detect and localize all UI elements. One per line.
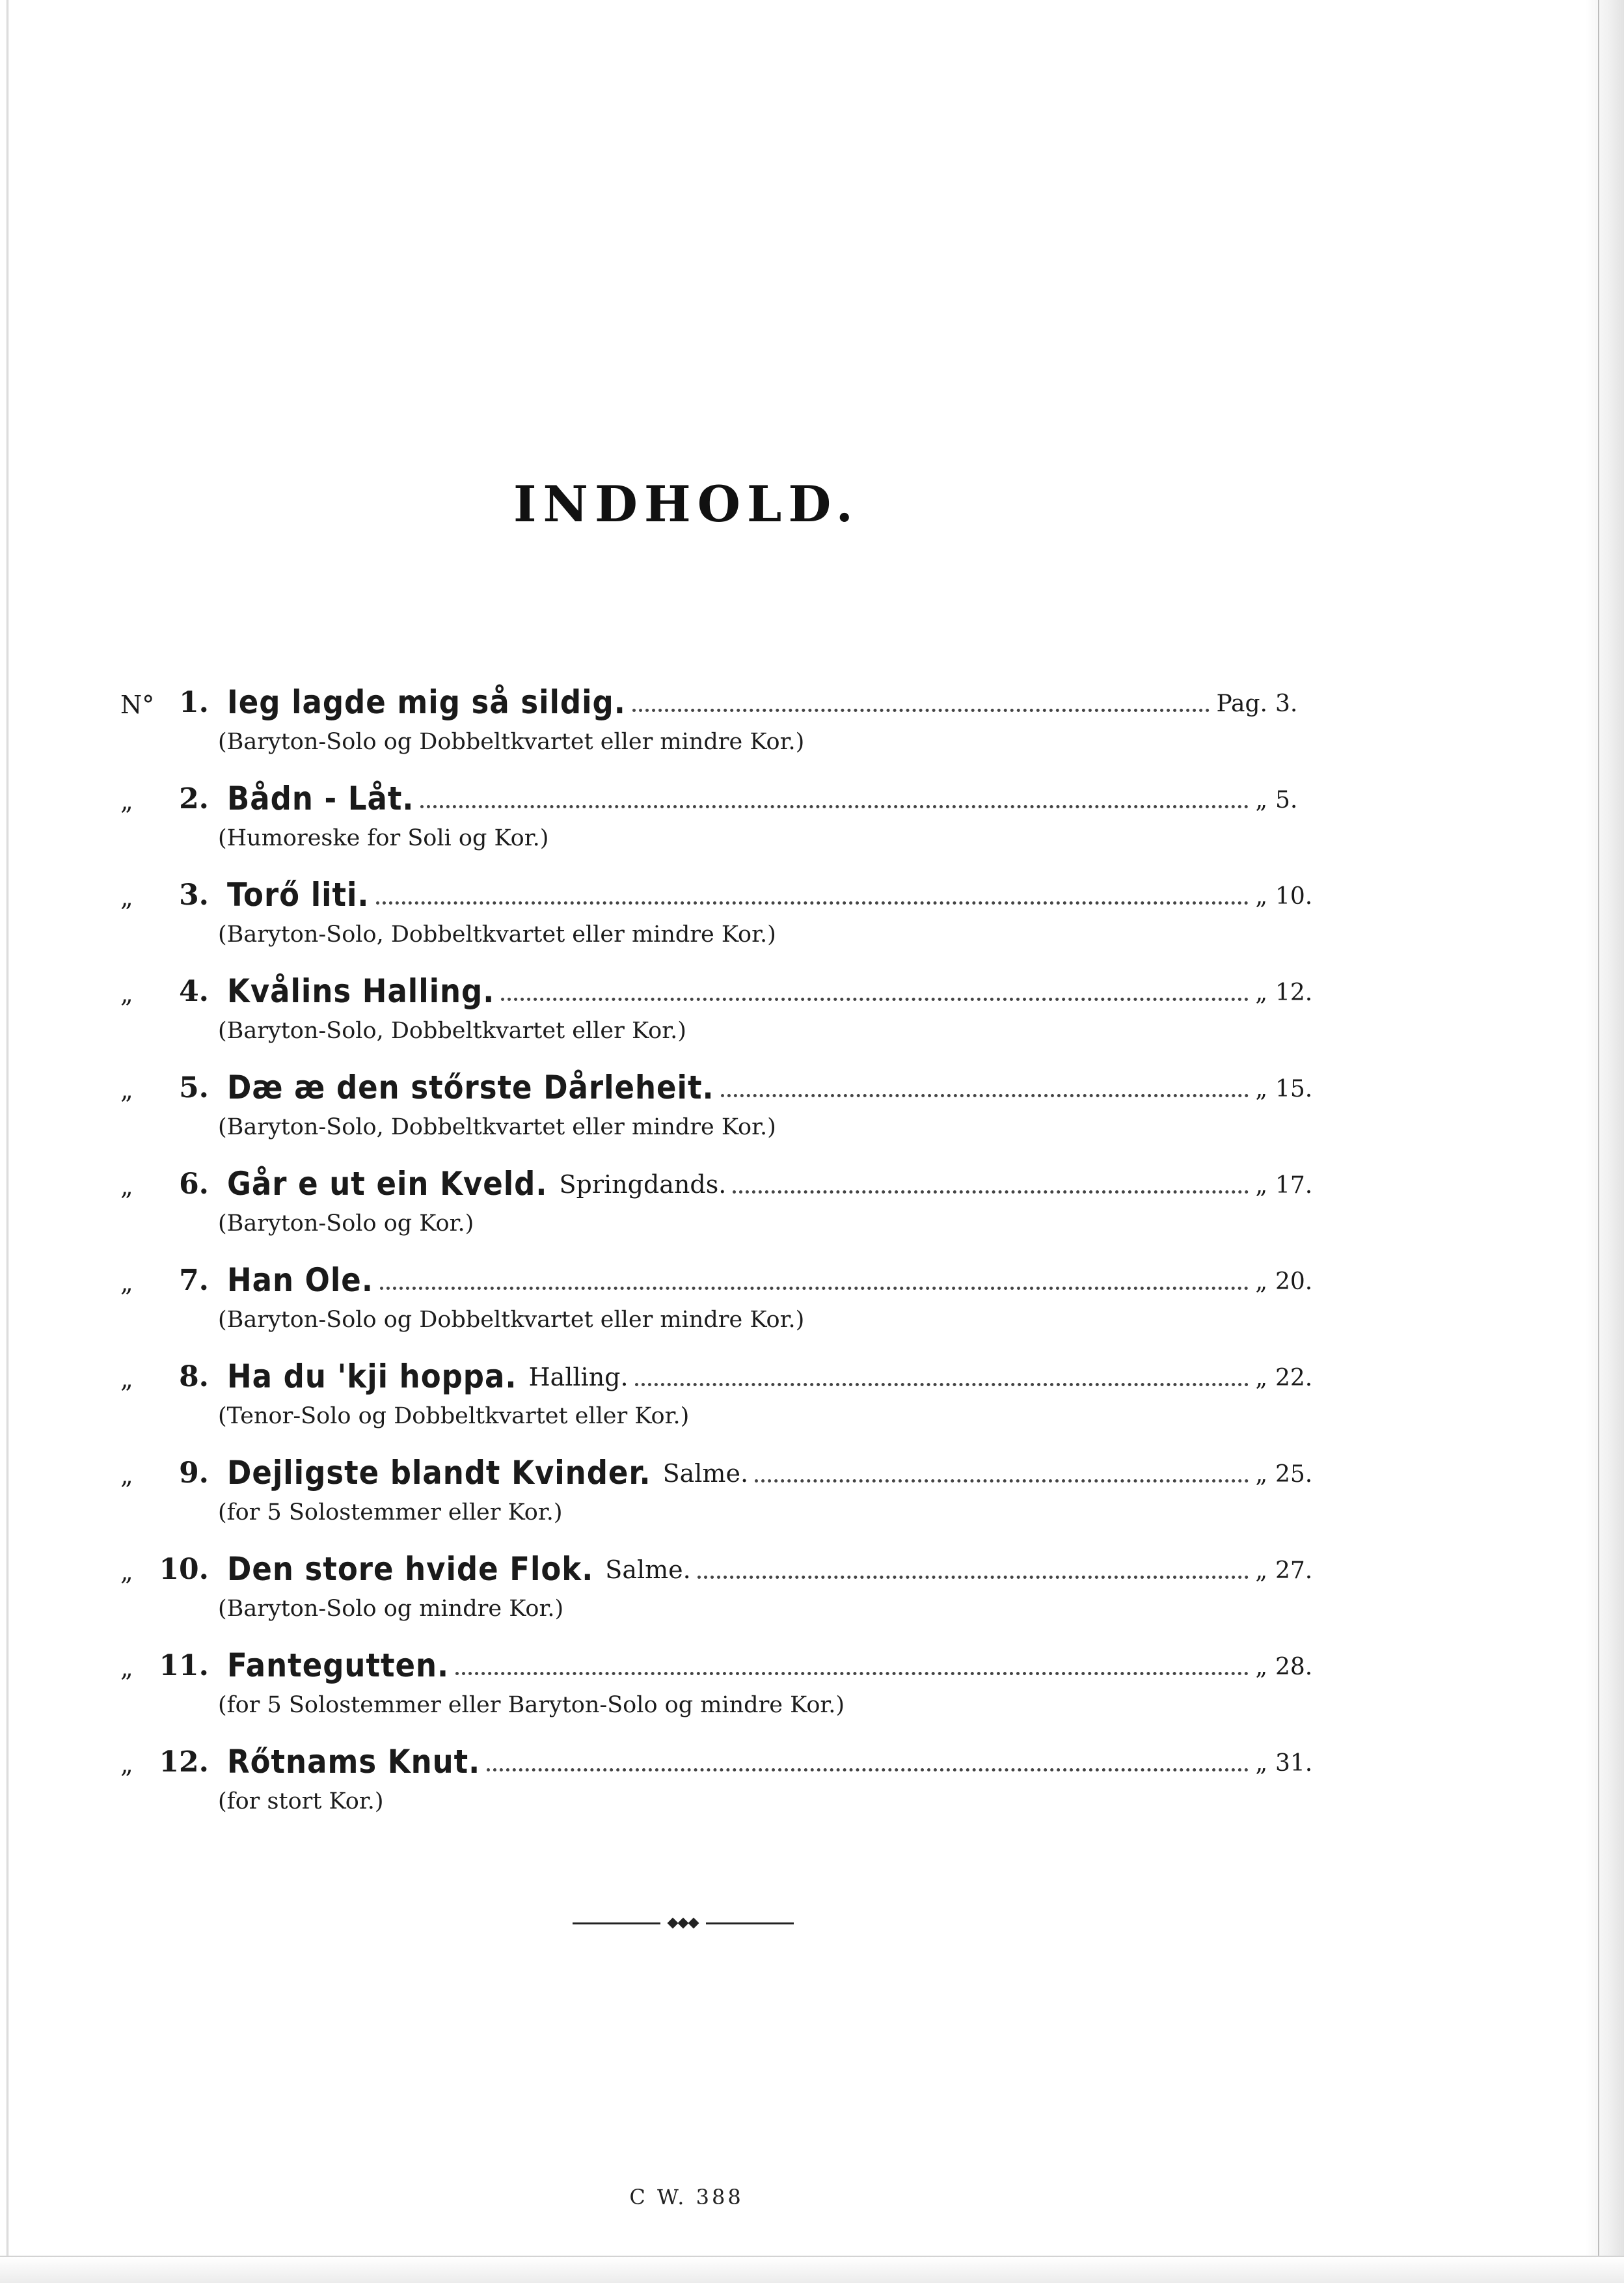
dot-leader [721,1094,1249,1097]
page-ditto-mark: „ [1255,787,1267,813]
entry-title: Ha du 'kji hoppa. [227,1358,517,1395]
entry-page-number: 31. [1275,1750,1313,1777]
entry-title: Bådn - Låt. [227,780,414,817]
entry-title: Fantegutten. [227,1647,450,1684]
entry-title: Ieg lagde mig så sildig. [227,683,626,721]
toc-entry-line [120,1544,1314,1589]
toc-entry [120,1158,1314,1255]
entry-scoring: (Baryton-Solo og Dobbeltkvartet eller mindre Kor.) [218,1307,805,1333]
dot-leader [487,1768,1249,1771]
entry-number-digit: 4. [179,975,209,1008]
dot-leader [755,1479,1249,1483]
page-ditto-mark: „ [1255,1172,1267,1199]
dot-leader [420,805,1249,808]
dot-leader [501,998,1249,1001]
entry-number-prefix: „ [120,979,133,1008]
toc-entry [120,966,1314,1062]
entry-scoring: (Baryton-Solo og Dobbeltkvartet eller mindre Kor.) [218,729,805,755]
dot-leader [632,709,1210,712]
toc-entry [120,869,1314,966]
entry-number [120,782,218,819]
entry-page-number: 28. [1275,1654,1313,1680]
entry-scoring: (for 5 Solostemmer eller Kor.) [218,1499,563,1525]
entry-page-number: 22. [1275,1365,1313,1391]
entry-number [120,1456,218,1493]
page-title: INDHOLD. [513,475,860,533]
toc-entry-line [120,966,1314,1011]
entry-number [120,1555,218,1589]
entry-number-digit: 11. [159,1649,209,1682]
entry-genre: Halling. [528,1363,629,1391]
toc-entry [120,1255,1314,1351]
entry-page-number: 17. [1275,1172,1313,1199]
entry-title: Den store hvide Flok. [227,1550,594,1588]
entry-number-prefix: „ [120,1365,133,1393]
entry-number [120,1360,218,1397]
entry-scoring: (for 5 Solostemmer eller Baryton-Solo og mindre Kor.) [218,1692,845,1718]
page-ditto-mark: „ [1255,1557,1267,1584]
entry-genre: Salme. [662,1459,749,1488]
entry-number [120,1649,218,1686]
catalog-number: C W. 388 [629,2185,744,2209]
entry-page-number: 15. [1275,1076,1313,1102]
entry-number [120,881,218,915]
page-edge-bottom [0,2256,1624,2283]
entry-number-prefix: „ [120,1557,133,1586]
dot-leader [733,1190,1249,1194]
entry-number-digit: 5. [179,1071,209,1104]
entry-title: Torő liti. [227,876,370,914]
dot-leader [697,1576,1249,1579]
dot-leader [455,1672,1249,1675]
entry-title: Dejligste blandt Kvinder. [227,1454,651,1492]
entry-number-digit: 1. [179,686,209,719]
entry-title: Kvålins Halling. [227,972,495,1010]
entry-title: Dæ æ den stőrste Dårleheit. [227,1069,714,1106]
toc-entry-line [120,1158,1314,1204]
entry-scoring: (for stort Kor.) [218,1788,384,1814]
page-ditto-mark: „ [1255,1461,1267,1488]
dot-leader [635,1383,1249,1386]
page-ditto-mark: „ [1255,1750,1267,1777]
entry-scoring: (Tenor-Solo og Dobbeltkvartet eller Kor.) [218,1403,690,1429]
table-of-contents [120,677,1314,1833]
divider-ornament [573,1913,794,1933]
entry-number [120,1170,218,1204]
dot-leader [380,1287,1249,1290]
entry-number-prefix: „ [120,1076,133,1104]
page-ditto-mark: „ [1255,1365,1267,1391]
entry-number-digit: 9. [179,1456,209,1490]
toc-entry [120,1544,1314,1640]
entry-scoring: (Humoreske for Soli og Kor.) [218,825,549,851]
toc-entry-line [120,1062,1314,1108]
entry-number-prefix: „ [120,1461,133,1490]
entry-number-digit: 10. [159,1553,209,1586]
toc-entry [120,1062,1314,1158]
toc-entry-line [120,1255,1314,1300]
entry-number-prefix: „ [120,1172,133,1201]
toc-entry-line [120,1351,1314,1397]
entry-number [120,1266,218,1300]
page-ditto-mark: „ [1255,979,1267,1006]
entry-scoring: (Baryton-Solo, Dobbeltkvartet eller Kor.) [218,1018,686,1044]
toc-entry [120,773,1314,869]
dot-leader [376,901,1249,905]
entry-number-digit: 3. [179,879,209,912]
entry-number-digit: 12. [159,1745,209,1779]
page-edge-right [1585,0,1624,2283]
entry-genre: Springdands. [559,1170,727,1199]
entry-number-prefix: „ [120,1268,133,1297]
toc-entry-line [120,677,1314,722]
toc-entry-line [120,1447,1314,1493]
page-ditto-mark: „ [1255,883,1267,910]
toc-entry [120,677,1314,773]
entry-number-prefix: „ [120,1750,133,1779]
entry-title: Går e ut ein Kveld. [227,1165,548,1203]
entry-number-prefix: „ [120,787,133,815]
toc-entry [120,1351,1314,1447]
toc-entry [120,1736,1314,1833]
entry-scoring: (Baryton-Solo, Dobbeltkvartet eller mindre Kor.) [218,1114,776,1140]
entry-scoring: (Baryton-Solo, Dobbeltkvartet eller mindre Kor.) [218,922,776,948]
entry-number-prefix: N° [120,690,155,719]
entry-page-number: 5. [1275,787,1298,813]
entry-genre: Salme. [605,1555,691,1584]
entry-title: Rőtnams Knut. [227,1743,481,1781]
entry-number [120,686,218,722]
toc-entry [120,1447,1314,1544]
page-edge-left [7,0,9,2283]
entry-page-number: 20. [1275,1268,1313,1295]
entry-number-prefix: „ [120,883,133,912]
toc-entry-line [120,1736,1314,1782]
page-ditto-mark: „ [1255,1268,1267,1295]
entry-number-prefix: „ [120,1654,133,1682]
entry-number-digit: 2. [179,782,209,815]
entry-number-digit: 8. [179,1360,209,1393]
entry-number [120,1745,218,1782]
entry-number-digit: 7. [179,1264,209,1297]
toc-entry [120,1640,1314,1736]
entry-number [120,1071,218,1108]
page-ditto-mark: „ [1255,1076,1267,1102]
entry-number-digit: 6. [179,1168,209,1201]
entry-number [120,977,218,1011]
entry-page-number: 25. [1275,1461,1313,1488]
entry-page-number: 3. [1275,690,1298,717]
entry-page-number: 10. [1275,883,1313,910]
entry-scoring: (Baryton-Solo og mindre Kor.) [218,1596,564,1622]
entry-page-number: 12. [1275,979,1313,1006]
toc-entry-line [120,869,1314,915]
entry-page-number: 27. [1275,1557,1313,1584]
entry-scoring: (Baryton-Solo og Kor.) [218,1210,474,1237]
toc-entry-line [120,773,1314,819]
toc-entry-line [120,1640,1314,1686]
entry-title: Han Ole. [227,1261,373,1299]
page-label: Pag. [1216,690,1267,717]
page-ditto-mark: „ [1255,1654,1267,1680]
